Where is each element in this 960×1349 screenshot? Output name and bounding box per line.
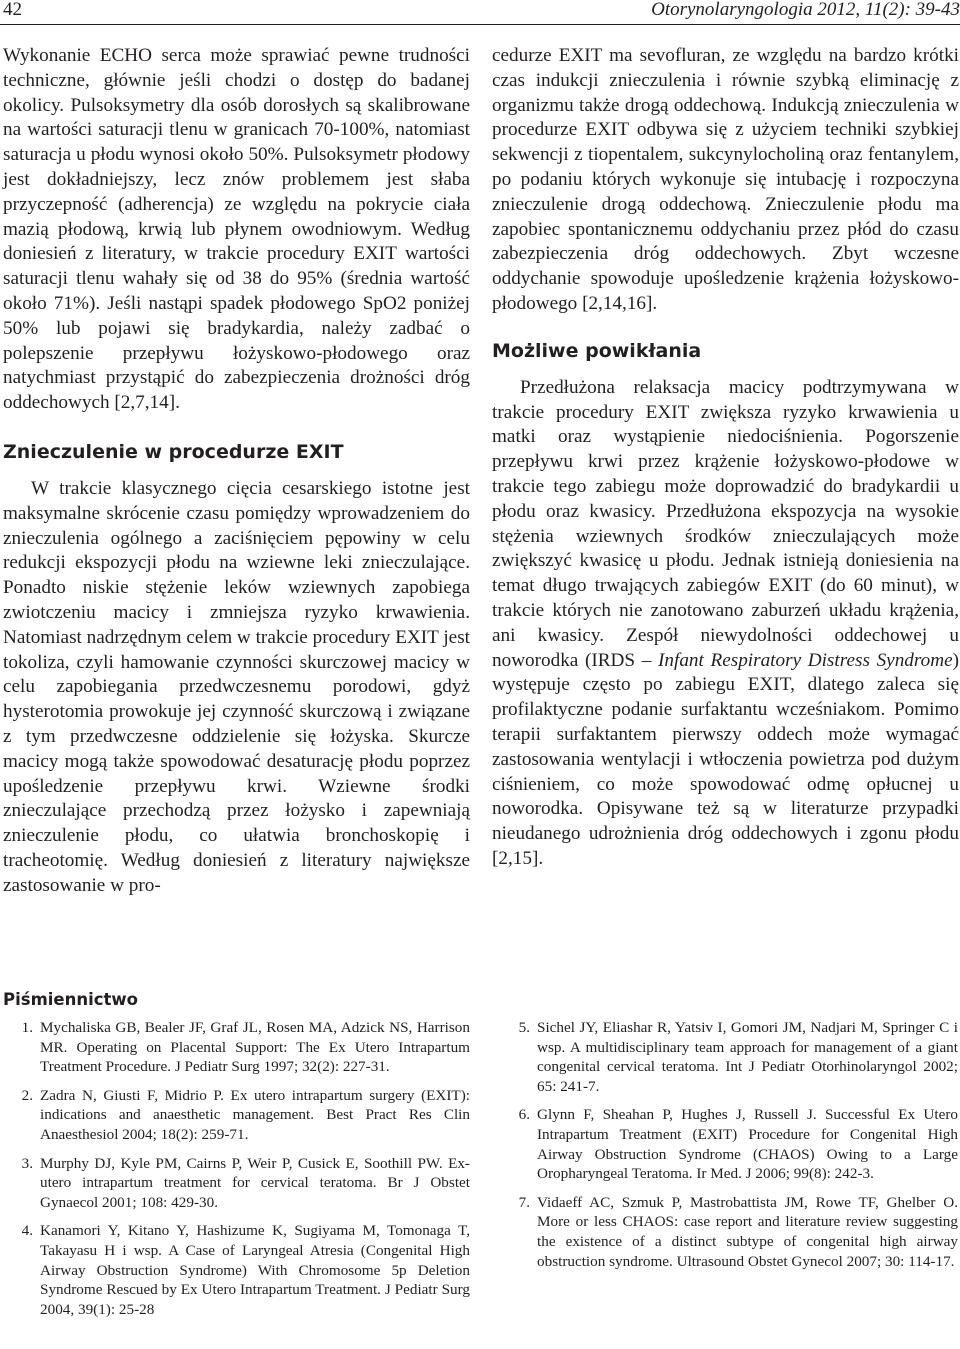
references-list-right <box>500 1018 958 1280</box>
reference-text: Glynn F, Sheahan P, Hughes J, Russell J. Successful Ex Utero Intrapartum Treatment (EXIT) Procedure for Congenital High Airway Obstruction Syndrome (CHAOS) Owing to a Large Oropharyngeal Teratoma. Ir Med. J 2006; 99(8): 242-3. <box>537 1106 958 1183</box>
reference-number: 1. <box>21 1019 33 1036</box>
right-column <box>492 44 959 872</box>
reference-item <box>3 1018 470 1077</box>
left-paragraph-1: Wykonanie ECHO serca może sprawiać pewne trudności techniczne, głównie jeśli chodzi o dostęp do badanej okolicy. Pulsoksymetry dla osób dorosłych są skalibrowane na wartości saturacji tlenu w granicach 70-100%, natomiast saturacja u płodu wynosi około 50%. Pulsoksymetr płodowy jest dokładniejszy, lecz znów problemem jest słaba przyczepność (adherencja) ze względu na pokrycie ciała mazią płodową, krwią lub płynem owodniowym. Według doniesień z literatury, w trakcie procedury EXIT wartości saturacji tlenu wahały się od 38 do 95% (średnia wartość około 71%). Jeśli nastąpi spadek płodowego SpO2 poniżej 50% lub pojawi się bradykardia, należy zadbać o polepszenie przepływu łożyskowo-płodowego oraz natychmiast przystąpić do zabezpieczenia drożności dróg oddechowych [2,7,14]. <box>3 45 470 414</box>
section-heading-complications: Możliwe powikłania <box>492 339 702 362</box>
right-paragraph-2 <box>492 376 959 872</box>
reference-text: Mychaliska GB, Bealer JF, Graf JL, Rosen MA, Adzick NS, Harrison MR. Operating on Placental Support: The Ex Utero Intrapartum Treatment Procedure. J Pediatr Surg 1997; 32(2): 227-31. <box>40 1019 470 1076</box>
right-paragraph-1: cedurze EXIT ma sevofluran, ze względu na bardzo krótki czas indukcji znieczulenia i równie szybką eliminację z organizmu także drogą oddechową. Indukcją znieczulenia w procedurze EXIT odbywa się z użyciem techniki szybkiej sekwencji z tiopentalem, sukcynylocholiną oraz fentanylem, po podaniu których wykonuje się intubację i rozpoczyna znieczulenie drogą oddechową. Znieczulenie płodu ma zapobiec spontanicznemu oddychaniu przez płód do czasu zabezpieczenia dróg oddechowych. Zbyt wczesne oddychanie spowoduje upośledzenie krążenia łożyskowo-płodowego [2,14,16]. <box>492 45 959 314</box>
section-heading-anesthesia: Znieczulenie w procedurze EXIT <box>3 440 344 463</box>
reference-number: 7. <box>518 1193 530 1211</box>
reference-text: Zadra N, Giusti F, Midrio P. Ex utero intrapartum surgery (EXIT): indications and anaesthetic management. Best Pract Res Clin Anaesthesiol 2004; 18(2): 259-71. <box>40 1086 470 1143</box>
reference-text: Kanamori Y, Kitano Y, Hashizume K, Sugiyama M, Tomonaga T, Takayasu H i wsp. A Case of Laryngeal Atresia (Congenital High Airway Obstruction Syndrome) With Chromosome 5p Deletion Syndrome Rescued by Ex Utero Intrapartum Treatment. J Pediatr Surg 2004, 39(1): 25-28 <box>40 1222 470 1318</box>
right-paragraph-2-part-1: Przedłużona relaksacja macicy podtrzymywana w trakcie procedury EXIT zwiększa ryzyko krwawienia u matki oraz wystąpienie niedociśnienia. Pogorszenie przepływu krwi przez krążenie łożyskowo-płodowe w trakcie tego zabiegu może doprowadzić do bradykardii u płodu oraz kwasicy. Przedłużona ekspozycja na wysokie stężenia wziewnych środków znieczulających może zwiększyć kwasicę u płodu. Jednak istnieją doniesienia na temat długo trwających zabiegów EXIT (do 60 minut), w trakcie których nie zanotowano zaburzeń układu krążenia, ani kwasicy. Zespół niewydolności oddechowej u noworodka (IRDS – <box>492 376 959 671</box>
reference-text: Sichel JY, Eliashar R, Yatsiv I, Gomori JM, Nadjari M, Springer C i wsp. A multidisciplinary team approach for management of a giant congenital cervical teratoma. Int J Pediatr Otorhinolaryngol 2002; 65: 241-7. <box>537 1019 958 1095</box>
reference-item <box>500 1018 958 1096</box>
header-rule <box>0 24 960 25</box>
reference-number: 3. <box>21 1154 33 1172</box>
right-paragraph-2-italic: Infant Respiratory Distress Syndrome <box>658 649 953 671</box>
reference-item <box>3 1086 470 1145</box>
reference-item <box>500 1193 958 1271</box>
reference-number: 5. <box>518 1019 530 1036</box>
right-paragraph-2-part-2: ) występuje często po zabiegu EXIT, dlatego zaleca się profilaktyczne podanie surfaktantu wcześniakom. Pomimo terapii surfaktantem pierwszy oddech może wymagać zastosowania wentylacji i wtłoczenia powietrza pod dużym ciśnieniem, co może spowodować odmę opłucnej u noworodka. Opisywane też są w literaturze przypadki nieudanego udrożnienia dróg oddechowych i zgonu płodu [2,15]. <box>492 649 959 869</box>
references-list-left <box>3 1018 470 1328</box>
left-column <box>3 44 470 899</box>
reference-item <box>500 1105 958 1183</box>
left-paragraph-2: W trakcie klasycznego cięcia cesarskiego istotne jest maksymalne skrócenie czasu pomiędzy wprowadzeniem do znieczulenia ogólnego a zaciśnięciem pępowiny w celu redukcji ekspozycji płodu na wziewne leki znieczulające. Ponadto niskie stężenie leków wziewnych zapobiega zwiotczeniu macicy i zmniejsza ryzyko krwawienia. Natomiast nadrzędnym celem w trakcie procedury EXIT jest tokoliza, czyli hamowanie czynności skurczowej macicy w celu zapobiegania przedwczesnemu porodowi, gdyż hysterotomia prowokuje jej czynność skurczową i związane z tym przedwczesne oddzielenie się łożyska. Skurcze macicy mogą także spowodować desaturację płodu poprzez upośledzenie przepływu krwi. Wziewne środki znieczulające przechodzą przez łożysko i zapewniają znieczulenie płodu, co ułatwia bronchoskopię i tracheotomię. Według doniesień z literatury największe zastosowanie w pro- <box>3 477 470 896</box>
reference-item <box>3 1221 470 1319</box>
reference-number: 4. <box>21 1222 33 1240</box>
page-header <box>0 0 960 22</box>
page-number: 42 <box>3 0 22 20</box>
references-heading: Piśmiennictwo <box>3 990 139 1009</box>
reference-number: 2. <box>21 1086 33 1104</box>
journal-citation: Otorynolaryngologia 2012, 11(2): 39-43 <box>651 0 960 20</box>
reference-text: Vidaeff AC, Szmuk P, Mastrobattista JM, Rowe TF, Ghelber O. More or less CHAOS: case report and literature review suggesting the existence of a distinct subtype of congenital high airway obstruction syndrome. Ultrasound Obstet Gynecol 2007; 30: 114-17. <box>537 1193 958 1270</box>
reference-item <box>3 1154 470 1213</box>
reference-number: 6. <box>518 1106 530 1124</box>
reference-text: Murphy DJ, Kyle PM, Cairns P, Weir P, Cusick E, Soothill PW. Ex-utero intrapartum treatment for cervical teratoma. Br J Obstet Gynaecol 2001; 108: 429-30. <box>40 1154 470 1211</box>
